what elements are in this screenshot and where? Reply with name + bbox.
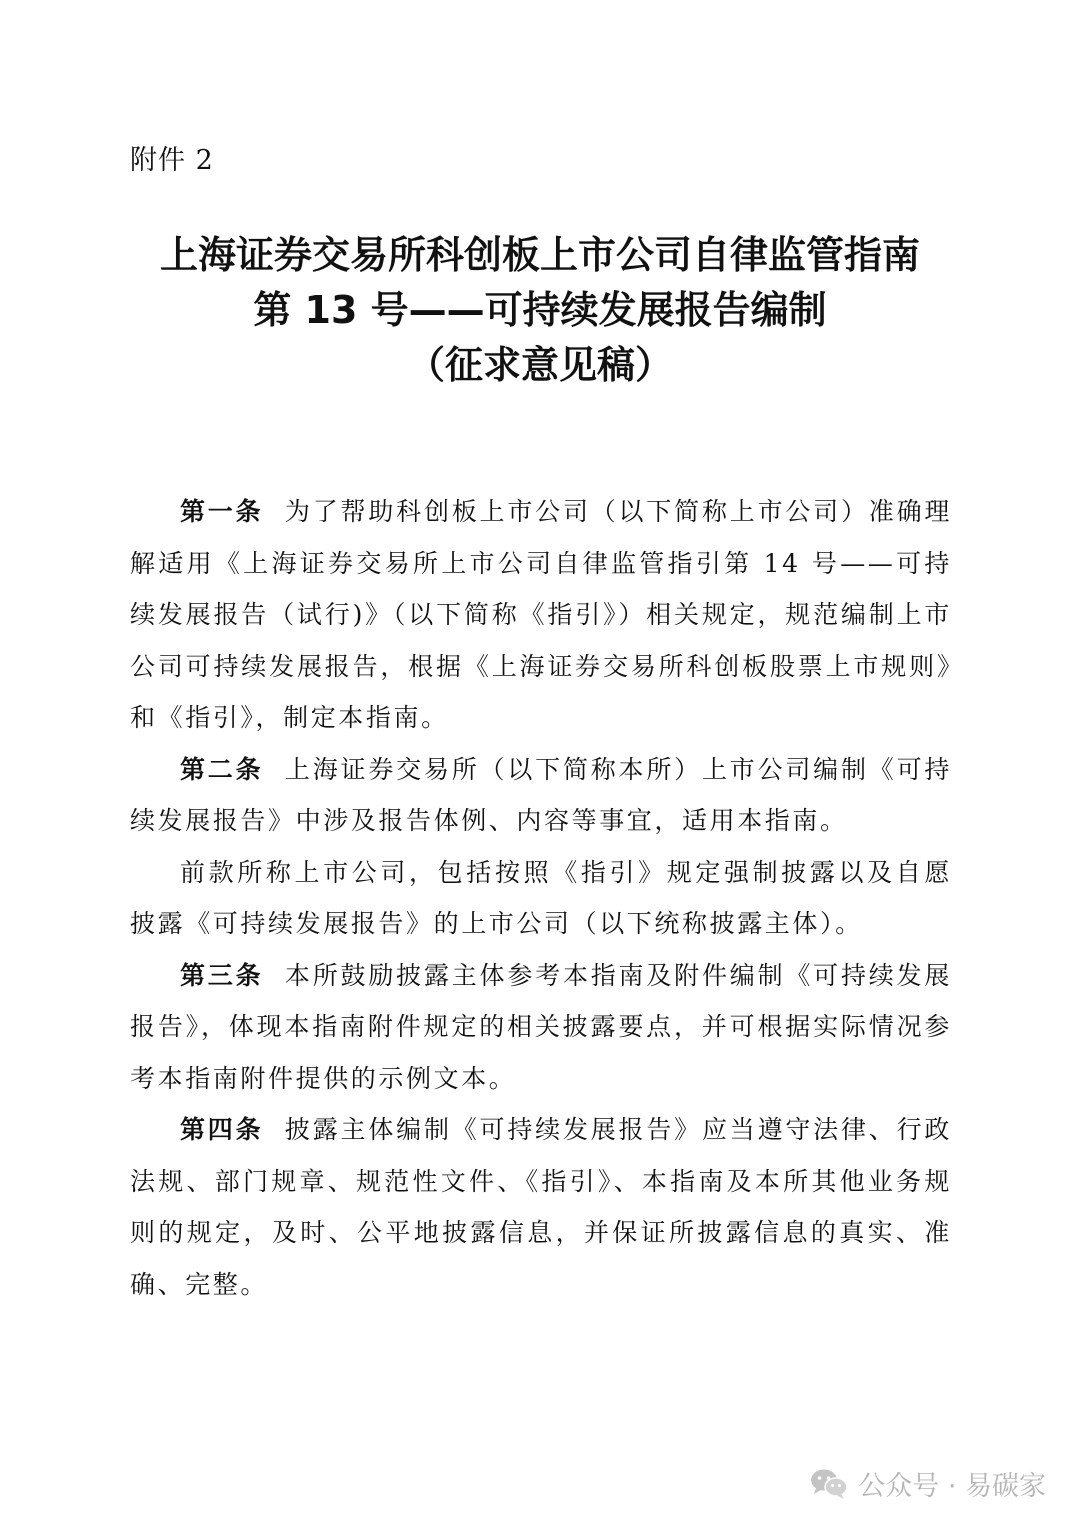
article-text: 上海证券交易所（以下简称本所）上市公司编制《可持续发展报告》中涉及报告体例、内容等事宜，适用本指南。	[130, 754, 952, 835]
article-2	[130, 744, 952, 847]
article-text: 本所鼓励披露主体参考本指南及附件编制《可持续发展报告》，体现本指南附件规定的相关披露要点，并可根据实际情况参考本指南附件提供的示例文本。	[130, 960, 952, 1093]
article-lead: 第二条	[180, 754, 264, 784]
article-text: 为了帮助科创板上市公司（以下简称上市公司）准确理解适用《上海证券交易所上市公司自律监管指引第 14 号——可持续发展报告（试行)》（以下简称《指引》）相关规定，规范编制上市公司可持续发展报告，根据《上海证券交易所科创板股票上市规则》和《指引》，制定本指南。	[130, 497, 952, 732]
article-4	[130, 1104, 952, 1310]
title-line-2: 第 13 号——可持续发展报告编制	[253, 288, 827, 332]
watermark	[810, 1464, 1046, 1503]
article-lead: 第四条	[180, 1115, 264, 1144]
document-title	[0, 228, 1080, 393]
wechat-icon	[810, 1468, 848, 1500]
article-1	[130, 486, 952, 744]
article-text: 前款所称上市公司，包括按照《指引》规定强制披露以及自愿披露《可持续发展报告》的上市公司（以下统称披露主体）。	[130, 857, 952, 938]
article-lead: 第一条	[180, 497, 264, 526]
article-lead: 第三条	[180, 960, 264, 990]
article-3	[130, 950, 952, 1105]
article-text: 披露主体编制《可持续发展报告》应当遵守法律、行政法规、部门规章、规范性文件、《指引》、本指南及本所其他业务规则的规定，及时、公平地披露信息，并保证所披露信息的真实、准确、完整。	[130, 1115, 952, 1299]
article-2-paragraph-2	[130, 847, 952, 950]
document-body	[130, 486, 952, 1310]
title-line-1: 上海证券交易所科创板上市公司自律监管指南	[159, 233, 920, 277]
title-line-3: （征求意见稿）	[406, 343, 673, 387]
attachment-label: 附件 2	[130, 145, 214, 176]
watermark-text: 公众号 · 易碳家	[858, 1471, 1046, 1502]
